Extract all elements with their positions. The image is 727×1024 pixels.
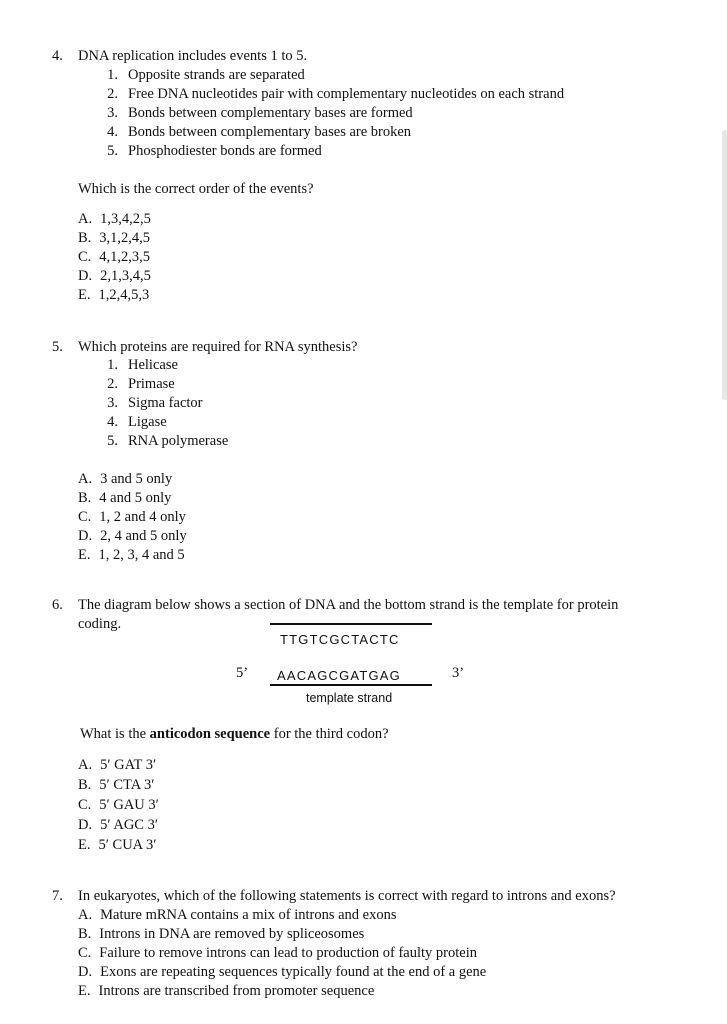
list-item: 1. Helicase — [107, 357, 178, 373]
answer-option-a[interactable]: A. 5′ GAT 3′ — [78, 757, 157, 773]
answer-option-d[interactable]: D. Exons are repeating sequences typically found at the end of a gene — [78, 964, 487, 980]
list-item: 4. Bonds between complementary bases are broken — [107, 124, 412, 140]
q6-question: What is the anticodon sequence for the third codon? — [80, 726, 389, 742]
q7-stem: In eukaryotes, which of the following statements is correct with regard to introns and exons? — [78, 888, 616, 904]
answer-option-b[interactable]: B. 4 and 5 only — [78, 490, 172, 506]
q4-question: Which is the correct order of the events? — [78, 181, 314, 197]
answer-option-b[interactable]: B. 3,1,2,4,5 — [78, 230, 151, 246]
list-item: 4. Ligase — [107, 414, 167, 430]
answer-option-a[interactable]: A. Mature mRNA contains a mix of introns and exons — [78, 907, 397, 923]
template-strand-label: template strand — [306, 691, 393, 705]
list-item: 1. Opposite strands are separated — [107, 67, 305, 83]
list-item: 2. Free DNA nucleotides pair with complementary nucleotides on each strand — [107, 86, 565, 102]
q4-number: 4. — [52, 48, 63, 64]
q4-stem: DNA replication includes events 1 to 5. — [78, 48, 308, 64]
scrollbar[interactable] — [722, 130, 727, 400]
top-strand-sequence: TTGTCGCTACTC — [280, 632, 400, 647]
answer-option-e[interactable]: E. 1, 2, 3, 4 and 5 — [78, 547, 185, 563]
answer-option-c[interactable]: C. 1, 2 and 4 only — [78, 509, 186, 525]
list-item: 3. Sigma factor — [107, 395, 203, 411]
answer-option-d[interactable]: D. 2,1,3,4,5 — [78, 268, 151, 284]
q7-number: 7. — [52, 888, 63, 904]
list-item: 2. Primase — [107, 376, 175, 392]
answer-option-d[interactable]: D. 2, 4 and 5 only — [78, 528, 187, 544]
answer-option-a[interactable]: A. 1,3,4,2,5 — [78, 211, 151, 227]
answer-option-c[interactable]: C. 4,1,2,3,5 — [78, 249, 151, 265]
list-item: 3. Bonds between complementary bases are formed — [107, 105, 413, 121]
answer-option-a[interactable]: A. 3 and 5 only — [78, 471, 173, 487]
q6-number: 6. — [52, 597, 63, 613]
answer-option-c[interactable]: C. 5′ GAU 3′ — [78, 797, 159, 813]
top-strand-line — [270, 623, 432, 625]
list-item: 5. Phosphodiester bonds are formed — [107, 143, 322, 159]
q5-stem: Which proteins are required for RNA synthesis? — [78, 339, 358, 355]
bottom-strand-line — [270, 684, 432, 686]
answer-option-b[interactable]: B. Introns in DNA are removed by spliceosomes — [78, 926, 365, 942]
answer-option-e[interactable]: E. 5′ CUA 3′ — [78, 837, 157, 853]
q5-number: 5. — [52, 339, 63, 355]
bottom-strand-sequence: AACAGCGATGAG — [277, 668, 401, 683]
answer-option-d[interactable]: D. 5′ AGC 3′ — [78, 817, 159, 833]
answer-option-b[interactable]: B. 5′ CTA 3′ — [78, 777, 155, 793]
answer-option-e[interactable]: E. 1,2,4,5,3 — [78, 287, 150, 303]
answer-option-e[interactable]: E. Introns are transcribed from promoter sequence — [78, 983, 375, 999]
q6-stem-continued: coding. — [78, 616, 122, 632]
answer-option-c[interactable]: C. Failure to remove introns can lead to production of faulty protein — [78, 945, 477, 961]
list-item: 5. RNA polymerase — [107, 433, 229, 449]
five-prime-label: 5’ — [236, 665, 249, 681]
three-prime-label: 3’ — [452, 665, 465, 681]
q6-stem: The diagram below shows a section of DNA and the bottom strand is the template for protein — [78, 597, 619, 613]
